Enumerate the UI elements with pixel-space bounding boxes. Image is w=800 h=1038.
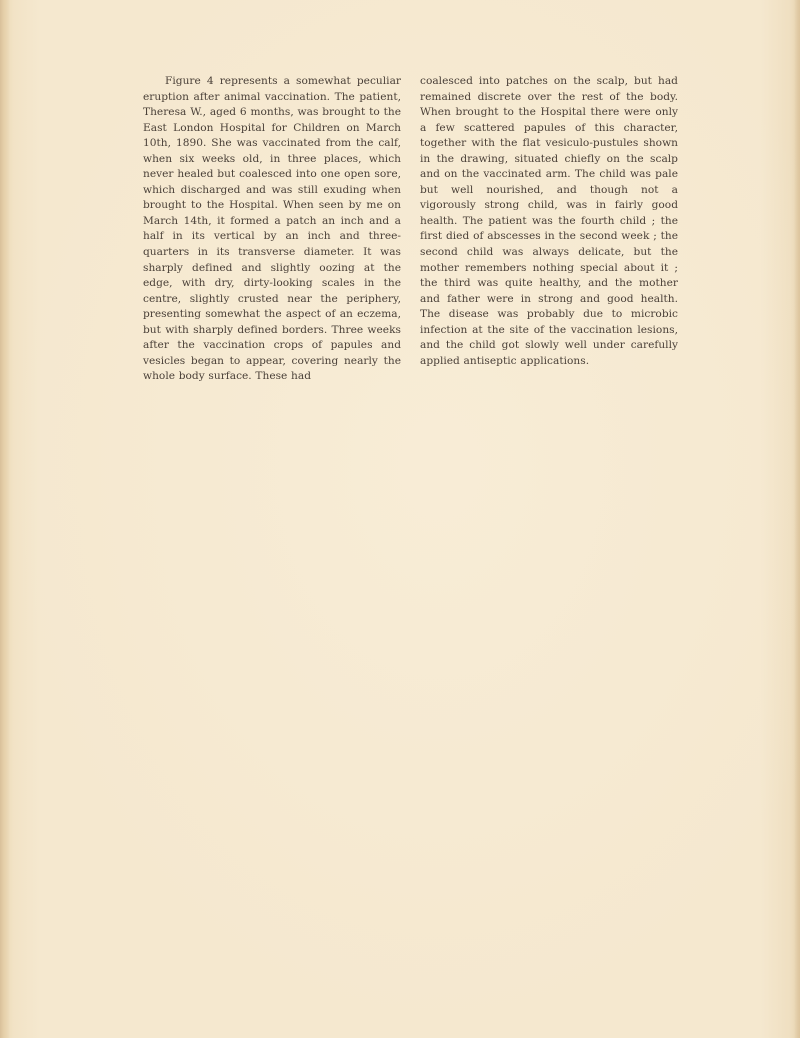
paragraph-continuation: coalesced into patches on the scalp, but had remained discrete over the rest of the body. When brought to the Hospital there were only a few scattered papules of this character, together with the flat vesiculo-pustules shown in the drawing, situated chiefly on the scalp and on the vaccinated arm. The child was pale but well nourished, and though not a vigorously strong child, was in fairly good health. The patient was the fourth child ; the first died of abscesses in the second week ; the second child was always delicate, but the mother remembers nothing special about it ; the third was quite healthy, and the mother and father were in strong and good health. The disease was probably due to microbic infection at the site of the vaccination lesions, and the child got slowly well under carefully applied antiseptic applications. <box>420 75 678 367</box>
text-column-left <box>143 74 401 385</box>
page-right-edge <box>794 0 800 1038</box>
text-column-right <box>420 74 678 369</box>
paragraph-figure-4-description: Figure 4 represents a somewhat peculiar eruption after animal vaccination. The patient, Theresa W., aged 6 months, was brought to the East London Hospital for Children on March 10th, 1890. She was vaccinated from the calf, when six weeks old, in three places, which never healed but coalesced into one open sore, which discharged and was still exuding when brought to the Hospital. When seen by me on March 14th, it formed a patch an inch and a half in its vertical by an inch and three-quarters in its transverse diameter. It was sharply defined and slightly oozing at the edge, with dry, dirty-looking scales in the centre, slightly crusted near the periphery, presenting somewhat the aspect of an eczema, but with sharply defined borders. Three weeks after the vaccination crops of papules and vesicles began to appear, covering nearly the whole body surface. These had <box>143 75 401 383</box>
page-left-edge <box>0 0 10 1038</box>
